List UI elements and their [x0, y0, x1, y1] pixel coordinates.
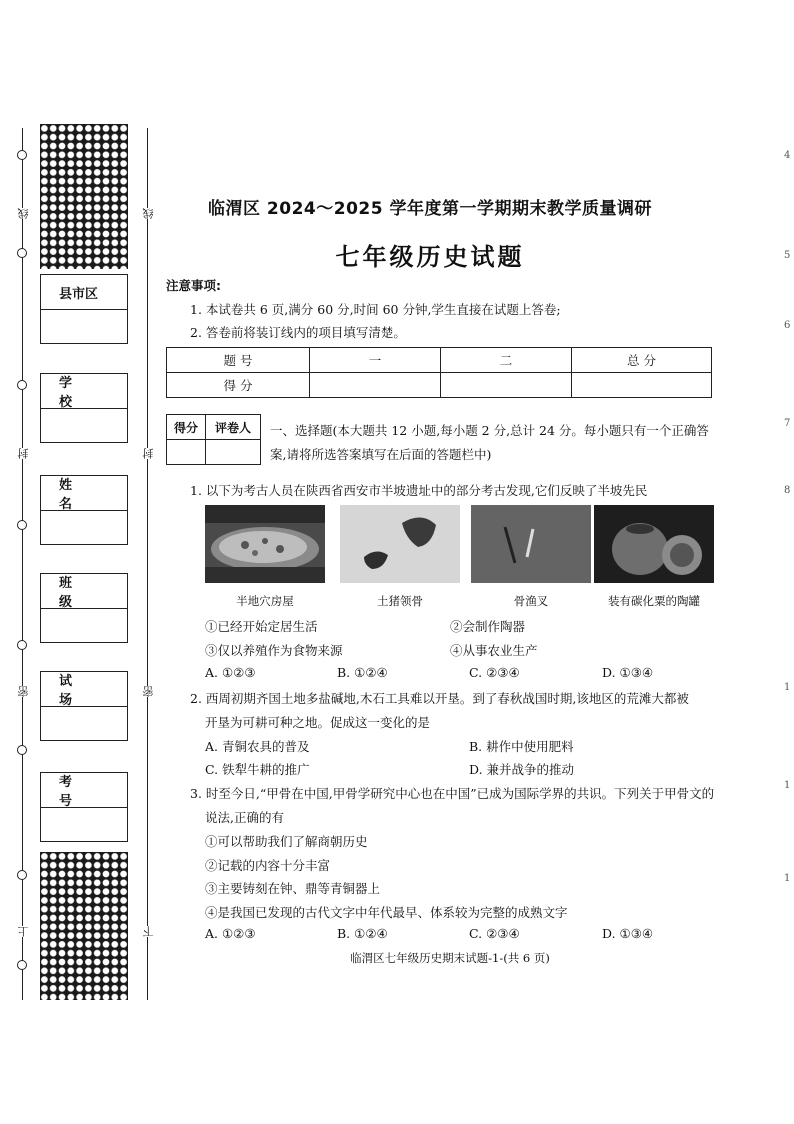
q1-option-a[interactable]: A. ①②③ — [205, 665, 256, 680]
binding-hole — [17, 870, 27, 880]
binding-line-right — [147, 128, 148, 1000]
edge-mark: 7 — [784, 418, 791, 429]
binding-hole — [17, 150, 27, 160]
field-label: 试 场 — [41, 672, 127, 707]
q1-statement: ③仅以养殖作为食物来源 — [205, 643, 343, 658]
score-header-label: 题 号 — [167, 348, 310, 373]
binding-hole — [17, 640, 27, 650]
photo-caption: 土猪领骨 — [377, 594, 423, 608]
q3-stem-cont: 说法,正确的有 — [205, 810, 284, 825]
binding-mark-xia: 下 — [142, 926, 155, 937]
q1-statement: ②会制作陶器 — [450, 619, 526, 634]
q2-stem: 2. 西周初期齐国土地多盐碱地,木石工具难以开垦。到了春秋战国时期,该地区的荒滩大都被 — [190, 691, 689, 706]
edge-mark: 6 — [784, 320, 791, 331]
binding-mark-feng-right: 封 — [142, 448, 155, 459]
binding-hole — [17, 248, 27, 258]
field-class[interactable] — [40, 573, 128, 643]
field-label: 姓 名 — [41, 476, 127, 511]
field-exam-room[interactable] — [40, 671, 128, 741]
binding-hole — [17, 745, 27, 755]
section1-instructions-cont: 案,请将所选答案填写在后面的答题栏中) — [270, 447, 492, 462]
edge-mark: 1 — [784, 873, 791, 884]
dot-pattern-top — [40, 124, 128, 269]
photo-clay-pig-jawbone — [340, 505, 460, 583]
q1-option-d[interactable]: D. ①③④ — [602, 665, 654, 680]
binding-mark-shang: 上 — [17, 926, 30, 937]
binding-hole — [17, 380, 27, 390]
q2-option-d[interactable]: D. 兼并战争的推动 — [469, 762, 575, 777]
q1-statement: ①已经开始定居生活 — [205, 619, 318, 634]
grader-score-cell[interactable] — [167, 440, 206, 465]
q3-option-b[interactable]: B. ①②④ — [337, 926, 388, 941]
q2-option-a[interactable]: A. 青铜农具的普及 — [205, 739, 310, 754]
edge-mark: 1 — [784, 682, 791, 693]
photo-pottery-jar-with-millet — [594, 505, 714, 583]
binding-hole — [17, 520, 27, 530]
edge-mark: 4 — [784, 150, 791, 161]
photo-caption: 装有碳化粟的陶罐 — [608, 594, 700, 608]
field-school[interactable] — [40, 373, 128, 443]
score-header-part2: 二 — [441, 348, 572, 373]
field-exam-number[interactable] — [40, 772, 128, 842]
exam-subtitle: 七年级历史试题 — [335, 243, 525, 271]
table-row — [167, 415, 261, 440]
notice-heading: 注意事项: — [166, 278, 221, 293]
photo-caption: 半地穴房屋 — [236, 594, 294, 608]
score-cell-part1[interactable] — [310, 373, 441, 398]
q3-statement: ④是我国已发现的古代文字中年代最早、体系较为完整的成熟文字 — [205, 905, 568, 920]
q3-option-d[interactable]: D. ①③④ — [602, 926, 654, 941]
field-label: 班 级 — [41, 574, 127, 609]
q3-option-c[interactable]: C. ②③④ — [469, 926, 520, 941]
binding-hole — [17, 960, 27, 970]
q2-stem-cont: 开垦为可耕可种之地。促成这一变化的是 — [205, 715, 431, 730]
q3-statement: ①可以帮助我们了解商朝历史 — [205, 834, 368, 849]
binding-mark-xian-left: 线 — [17, 208, 30, 219]
grader-table — [166, 414, 261, 465]
score-table — [166, 347, 712, 398]
dot-pattern-bottom — [40, 852, 128, 1000]
q2-option-b[interactable]: B. 耕作中使用肥料 — [469, 739, 574, 754]
binding-mark-mi-left: 密 — [17, 686, 30, 697]
edge-mark: 5 — [784, 250, 791, 261]
score-header-total: 总 分 — [572, 348, 712, 373]
score-header-part1: 一 — [310, 348, 441, 373]
binding-mark-mi-right: 密 — [142, 686, 155, 697]
q2-option-c[interactable]: C. 铁犁牛耕的推广 — [205, 762, 310, 777]
photo-caption: 骨渔叉 — [513, 594, 549, 608]
score-cell-total[interactable] — [572, 373, 712, 398]
q3-option-a[interactable]: A. ①②③ — [205, 926, 256, 941]
table-row — [167, 373, 712, 398]
score-cell-part2[interactable] — [441, 373, 572, 398]
q1-stem: 1. 以下为考古人员在陕西省西安市半坡遗址中的部分考古发现,它们反映了半坡先民 — [190, 483, 648, 498]
exam-title: 临渭区 2024～2025 学年度第一学期期末教学质量调研 — [208, 199, 652, 219]
notice-item: 2. 答卷前将装订线内的项目填写清楚。 — [190, 325, 406, 340]
edge-mark: 1 — [784, 780, 791, 791]
table-row — [167, 440, 261, 465]
grader-reviewer-label: 评卷人 — [206, 415, 261, 440]
grader-reviewer-cell[interactable] — [206, 440, 261, 465]
grader-score-label: 得分 — [167, 415, 206, 440]
q1-option-c[interactable]: C. ②③④ — [469, 665, 520, 680]
q1-statement: ④从事农业生产 — [450, 643, 538, 658]
field-county[interactable] — [40, 274, 128, 344]
photo-semi-subterranean-house — [205, 505, 325, 583]
q3-statement: ②记载的内容十分丰富 — [205, 858, 331, 873]
binding-mark-xian-right: 线 — [142, 208, 155, 219]
field-label: 考 号 — [41, 773, 127, 808]
notice-item: 1. 本试卷共 6 页,满分 60 分,时间 60 分钟,学生直接在试题上答卷; — [190, 302, 561, 317]
field-label: 县市区 — [41, 275, 127, 310]
score-row-label: 得 分 — [167, 373, 310, 398]
page-footer: 临渭区七年级历史期末试题-1-(共 6 页) — [350, 951, 550, 965]
field-label: 学 校 — [41, 374, 127, 409]
section1-instructions: 一、选择题(本大题共 12 小题,每小题 2 分,总计 24 分。每小题只有一个正确答 — [270, 423, 709, 438]
field-name[interactable] — [40, 475, 128, 545]
table-row — [167, 348, 712, 373]
binding-mark-feng-left: 封 — [17, 448, 30, 459]
q3-statement: ③主要铸刻在钟、鼎等青铜器上 — [205, 881, 381, 896]
q1-option-b[interactable]: B. ①②④ — [337, 665, 388, 680]
edge-mark: 8 — [784, 485, 791, 496]
photo-bone-fish-spear — [471, 505, 591, 583]
q3-stem: 3. 时至今日,“甲骨在中国,甲骨学研究中心也在中国”已成为国际学界的共识。下列关于甲骨文的 — [190, 786, 715, 801]
